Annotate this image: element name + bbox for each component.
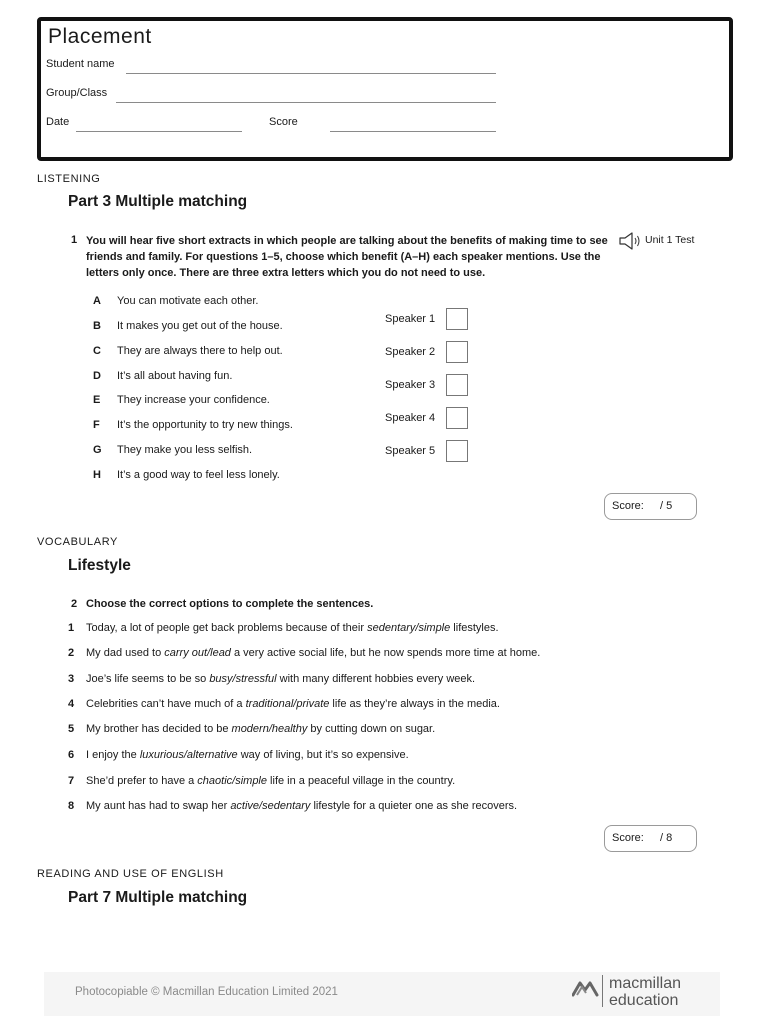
section-label-listening: LISTENING xyxy=(37,173,101,185)
sentence: Celebrities can’t have much of a traditional/private life as they’re always in the media. xyxy=(86,698,500,710)
logo-divider xyxy=(602,975,603,1007)
logo-text-line2: education xyxy=(609,992,679,1009)
score-field[interactable] xyxy=(330,131,496,132)
score-label: Score: xyxy=(612,500,644,512)
sentence: I enjoy the luxurious/alternative way of living, but it’s so expensive. xyxy=(86,749,409,761)
option-text: It’s all about having fun. xyxy=(117,370,233,382)
sentence: Today, a lot of people get back problems because of their sedentary/simple lifestyles. xyxy=(86,622,499,634)
option-letter: A xyxy=(93,295,101,307)
option-text: They increase your confidence. xyxy=(117,394,270,406)
sentence-number: 5 xyxy=(68,723,75,735)
question-number: 1 xyxy=(71,234,78,246)
page-title: Placement xyxy=(48,25,152,48)
sentence-number: 3 xyxy=(68,673,75,685)
sentence-options[interactable]: carry out/lead xyxy=(164,647,231,659)
sentence: My aunt has had to swap her active/sedentary lifestyle for a quieter one as she recovers. xyxy=(86,800,518,812)
sentence: She’d prefer to have a chaotic/simple life in a peaceful village in the country. xyxy=(86,775,456,787)
option-text: It makes you get out of the house. xyxy=(117,320,283,332)
section-label-vocabulary: VOCABULARY xyxy=(37,536,118,548)
sentence-options[interactable]: modern/healthy xyxy=(231,723,308,735)
logo-text-line1: macmillan xyxy=(609,975,682,992)
score-total: / 5 xyxy=(660,500,673,512)
sentence-number: 2 xyxy=(68,647,75,659)
sentence-number: 7 xyxy=(68,775,75,787)
option-letter: E xyxy=(93,394,101,406)
macmillan-logo-icon xyxy=(572,978,600,998)
section-label-reading: READING AND USE OF ENGLISH xyxy=(37,868,224,880)
option-letter: C xyxy=(93,345,101,357)
option-letter: H xyxy=(93,469,101,481)
sentence-options[interactable]: busy/stressful xyxy=(209,673,277,685)
student-name-label: Student name xyxy=(46,58,115,70)
option-letter: D xyxy=(93,370,101,382)
score-label: Score xyxy=(269,116,298,128)
speaker-label: Speaker 2 xyxy=(385,346,436,358)
option-text: It’s a good way to feel less lonely. xyxy=(117,469,280,481)
student-name-field[interactable] xyxy=(126,73,496,74)
score-label: Score: xyxy=(612,832,644,844)
speaker-label: Speaker 1 xyxy=(385,313,436,325)
option-letter: B xyxy=(93,320,101,332)
speaker-label: Speaker 5 xyxy=(385,445,436,457)
copyright-text: Photocopiable © Macmillan Education Limited 2021 xyxy=(75,986,338,998)
speaker-3-answer-box[interactable] xyxy=(446,374,468,396)
question-number: 2 xyxy=(71,598,78,610)
speaker-audio-icon[interactable] xyxy=(619,231,643,251)
sentence-options[interactable]: active/sedentary xyxy=(230,800,311,812)
speaker-label: Speaker 4 xyxy=(385,412,436,424)
reading-title: Part 7 Multiple matching xyxy=(68,889,248,906)
speaker-5-answer-box[interactable] xyxy=(446,440,468,462)
sentence-options[interactable]: chaotic/simple xyxy=(197,775,267,787)
sentence-options[interactable]: sedentary/simple xyxy=(367,622,451,634)
sentence-number: 4 xyxy=(68,698,75,710)
sentence-number: 6 xyxy=(68,749,75,761)
option-text: They make you less selfish. xyxy=(117,444,253,456)
option-text: It’s the opportunity to try new things. xyxy=(117,419,293,431)
sentence-number: 1 xyxy=(68,622,75,634)
score-total: / 8 xyxy=(660,832,673,844)
option-text: They are always there to help out. xyxy=(117,345,283,357)
sentence-options[interactable]: traditional/private xyxy=(245,698,330,710)
sentence: My dad used to carry out/lead a very active social life, but he now spends more time at home. xyxy=(86,647,541,659)
speaker-label: Speaker 3 xyxy=(385,379,436,391)
date-label: Date xyxy=(46,116,70,128)
audio-track-label: Unit 1 Test xyxy=(645,234,695,246)
group-class-label: Group/Class xyxy=(46,87,108,99)
speaker-2-answer-box[interactable] xyxy=(446,341,468,363)
option-letter: F xyxy=(93,419,100,431)
sentence-options[interactable]: luxurious/alternative xyxy=(139,749,238,761)
group-class-field[interactable] xyxy=(116,102,496,103)
option-letter: G xyxy=(93,444,102,456)
vocabulary-score-box[interactable] xyxy=(604,825,697,852)
listening-score-box[interactable] xyxy=(604,493,697,520)
vocabulary-instruction: Choose the correct options to complete the sentences. xyxy=(86,598,374,610)
speaker-1-answer-box[interactable] xyxy=(446,308,468,330)
sentence: My brother has decided to be modern/healthy by cutting down on sugar. xyxy=(86,723,436,735)
vocabulary-title: Lifestyle xyxy=(68,557,131,574)
sentence: Joe’s life seems to be so busy/stressful with many different hobbies every week. xyxy=(86,673,476,685)
option-text: You can motivate each other. xyxy=(117,295,259,307)
date-field[interactable] xyxy=(76,131,242,132)
speaker-4-answer-box[interactable] xyxy=(446,407,468,429)
listening-instruction: You will hear five short extracts in which people are talking about the benefits of making time to see friends and family. For questions 1–5, choose which benefit (A–H) each speaker mentions. Use the letters only once. There are three extra letters which you do not need to use. xyxy=(86,235,608,279)
listening-title: Part 3 Multiple matching xyxy=(68,193,248,210)
student-info-box xyxy=(37,17,733,161)
sentence-number: 8 xyxy=(68,800,75,812)
